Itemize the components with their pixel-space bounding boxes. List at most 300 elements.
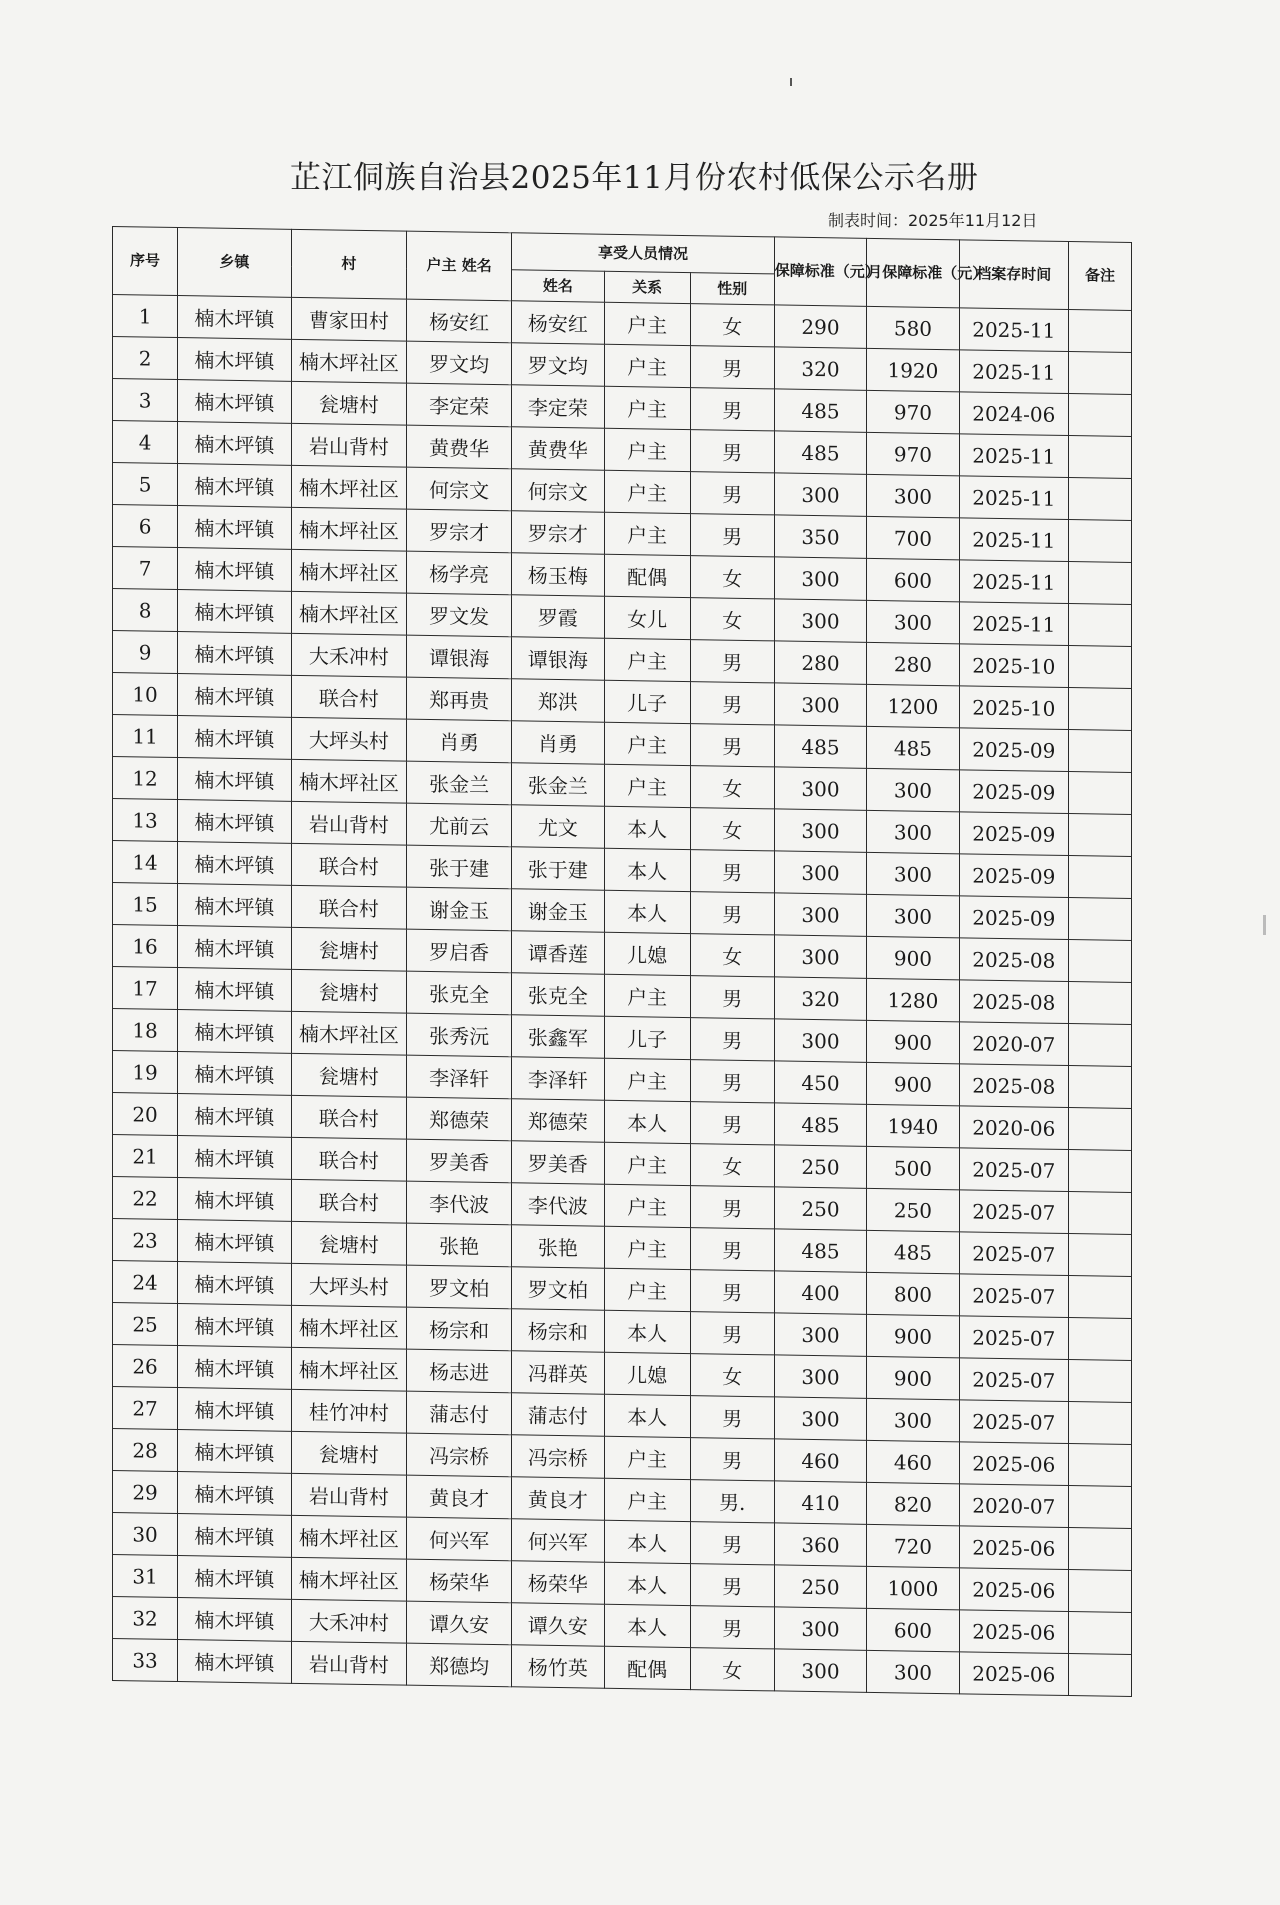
cell-seq: 16 xyxy=(113,925,178,968)
cell-standard: 400 xyxy=(774,1271,866,1314)
cell-household-head: 何兴军 xyxy=(407,1517,512,1561)
cell-gender: 男 xyxy=(690,1564,774,1607)
cell-name: 冯群英 xyxy=(512,1351,604,1394)
cell-relation: 户主 xyxy=(604,764,690,807)
cell-town: 楠木坪镇 xyxy=(178,422,291,466)
cell-gender: 男 xyxy=(690,514,774,557)
cell-village: 联合村 xyxy=(291,1137,407,1181)
cell-gender: 男 xyxy=(690,346,774,389)
cell-remark xyxy=(1068,898,1131,941)
cell-standard: 250 xyxy=(774,1187,866,1230)
cell-village: 联合村 xyxy=(291,843,407,887)
cell-gender: 男 xyxy=(690,892,774,935)
cell-seq: 1 xyxy=(113,295,178,338)
cell-town: 楠木坪镇 xyxy=(178,674,291,718)
cell-remark xyxy=(1068,1234,1131,1277)
cell-household-head: 杨安红 xyxy=(407,299,512,343)
cell-village: 楠木坪社区 xyxy=(291,465,407,509)
cell-gender: 男 xyxy=(690,682,774,725)
cell-village: 楠木坪社区 xyxy=(291,1011,407,1055)
cell-gender: 女 xyxy=(690,1354,774,1397)
cell-village: 瓮塘村 xyxy=(291,1221,407,1265)
cell-household-head: 罗文柏 xyxy=(407,1265,512,1309)
cell-town: 楠木坪镇 xyxy=(178,1472,291,1516)
cell-remark xyxy=(1068,1654,1131,1697)
cell-household-head: 何宗文 xyxy=(407,467,512,511)
cell-standard: 320 xyxy=(774,977,866,1020)
cell-gender: 男 xyxy=(690,1186,774,1229)
cell-seq: 19 xyxy=(113,1051,178,1094)
cell-household-head: 谭银海 xyxy=(407,635,512,679)
cell-standard: 485 xyxy=(774,431,866,474)
cell-household-head: 罗启香 xyxy=(407,929,512,973)
cell-household-head: 张于建 xyxy=(407,845,512,889)
cell-name: 张克全 xyxy=(512,973,604,1016)
cell-monthly: 970 xyxy=(867,432,959,475)
cell-seq: 8 xyxy=(113,589,178,632)
cell-town: 楠木坪镇 xyxy=(178,716,291,760)
cell-remark xyxy=(1068,1024,1131,1067)
cell-gender: 男 xyxy=(690,976,774,1019)
table-body xyxy=(113,295,1132,1697)
cell-remark xyxy=(1068,310,1131,353)
cell-household-head: 谭久安 xyxy=(407,1601,512,1645)
cell-archive-time: 2020-07 xyxy=(959,1484,1068,1528)
header-monthly: 月保障标准（元） xyxy=(867,238,959,307)
cell-village: 岩山背村 xyxy=(291,1641,407,1685)
cell-seq: 2 xyxy=(113,337,178,380)
cell-relation: 本人 xyxy=(604,1520,690,1563)
cell-town: 楠木坪镇 xyxy=(178,758,291,802)
cell-remark xyxy=(1068,940,1131,983)
cell-village: 大坪头村 xyxy=(291,1263,407,1307)
cell-standard: 300 xyxy=(774,1649,866,1692)
cell-archive-time: 2025-09 xyxy=(959,728,1068,772)
cell-monthly: 300 xyxy=(867,600,959,643)
cell-remark xyxy=(1068,982,1131,1025)
cell-gender: 男 xyxy=(690,472,774,515)
cell-town: 楠木坪镇 xyxy=(178,548,291,592)
header-village: 村 xyxy=(291,229,407,299)
cell-household-head: 郑德荣 xyxy=(407,1097,512,1141)
cell-relation: 儿媳 xyxy=(604,1352,690,1395)
cell-archive-time: 2025-10 xyxy=(959,686,1068,730)
cell-standard: 300 xyxy=(774,557,866,600)
cell-monthly: 580 xyxy=(867,306,959,349)
cell-gender: 男 xyxy=(690,850,774,893)
cell-relation: 户主 xyxy=(604,722,690,765)
cell-archive-time: 2025-11 xyxy=(959,350,1068,394)
cell-name: 罗美香 xyxy=(512,1141,604,1184)
cell-seq: 18 xyxy=(113,1009,178,1052)
cell-town: 楠木坪镇 xyxy=(178,842,291,886)
cell-remark xyxy=(1068,604,1131,647)
cell-name: 黄费华 xyxy=(512,427,604,470)
cell-town: 楠木坪镇 xyxy=(178,1388,291,1432)
cell-standard: 485 xyxy=(774,1229,866,1272)
cell-archive-time: 2025-10 xyxy=(959,644,1068,688)
cell-archive-time: 2025-06 xyxy=(959,1568,1068,1612)
cell-remark xyxy=(1068,688,1131,731)
cell-gender: 男 xyxy=(690,430,774,473)
cell-relation: 户主 xyxy=(604,302,690,345)
cell-seq: 14 xyxy=(113,841,178,884)
cell-monthly: 900 xyxy=(867,1314,959,1357)
cell-relation: 配偶 xyxy=(604,1646,690,1689)
cell-monthly: 460 xyxy=(867,1440,959,1483)
cell-seq: 23 xyxy=(113,1219,178,1262)
cell-monthly: 600 xyxy=(867,558,959,601)
cell-town: 楠木坪镇 xyxy=(178,1010,291,1054)
cell-relation: 户主 xyxy=(604,428,690,471)
cell-name: 张鑫军 xyxy=(512,1015,604,1058)
cell-village: 曹家田村 xyxy=(291,297,407,341)
cell-village: 大坪头村 xyxy=(291,717,407,761)
cell-gender: 女 xyxy=(690,1144,774,1187)
cell-name: 杨安红 xyxy=(512,301,604,344)
cell-household-head: 黄良才 xyxy=(407,1475,512,1519)
cell-relation: 本人 xyxy=(604,890,690,933)
cell-household-head: 杨宗和 xyxy=(407,1307,512,1351)
cell-remark xyxy=(1068,730,1131,773)
cell-archive-time: 2025-08 xyxy=(959,980,1068,1024)
cell-monthly: 1940 xyxy=(867,1104,959,1147)
cell-gender: 男 xyxy=(690,1438,774,1481)
cell-seq: 15 xyxy=(113,883,178,926)
cell-town: 楠木坪镇 xyxy=(178,464,291,508)
cell-standard: 300 xyxy=(774,1607,866,1650)
header-standard: 保障标准（元） xyxy=(774,237,866,306)
cell-standard: 290 xyxy=(774,305,866,348)
cell-village: 联合村 xyxy=(291,1179,407,1223)
cell-standard: 410 xyxy=(774,1481,866,1524)
cell-standard: 450 xyxy=(774,1061,866,1104)
cell-remark xyxy=(1068,562,1131,605)
cell-village: 瓮塘村 xyxy=(291,1053,407,1097)
cell-name: 罗宗才 xyxy=(512,511,604,554)
cell-relation: 户主 xyxy=(604,344,690,387)
cell-gender: 女 xyxy=(690,766,774,809)
cell-archive-time: 2025-09 xyxy=(959,770,1068,814)
cell-archive-time: 2025-06 xyxy=(959,1610,1068,1654)
cell-household-head: 李泽轩 xyxy=(407,1055,512,1099)
cell-village: 联合村 xyxy=(291,1095,407,1139)
cell-gender: 男 xyxy=(690,1102,774,1145)
cell-name: 谢金玉 xyxy=(512,889,604,932)
cell-standard: 300 xyxy=(774,473,866,516)
cell-archive-time: 2020-07 xyxy=(959,1022,1068,1066)
cell-remark xyxy=(1068,1192,1131,1235)
cell-town: 楠木坪镇 xyxy=(178,1136,291,1180)
cell-relation: 配偶 xyxy=(604,554,690,597)
cell-household-head: 尤前云 xyxy=(407,803,512,847)
cell-monthly: 300 xyxy=(867,1398,959,1441)
cell-seq: 22 xyxy=(113,1177,178,1220)
cell-name: 冯宗桥 xyxy=(512,1435,604,1478)
cell-standard: 300 xyxy=(774,599,866,642)
cell-name: 郑洪 xyxy=(512,679,604,722)
cell-relation: 户主 xyxy=(604,1226,690,1269)
cell-gender: 女 xyxy=(690,1648,774,1691)
cell-gender: 男. xyxy=(690,1480,774,1523)
page-title: 芷江侗族自治县2025年11月份农村低保公示名册 xyxy=(290,160,979,196)
cell-remark xyxy=(1068,1360,1131,1403)
cell-village: 岩山背村 xyxy=(291,1473,407,1517)
cell-town: 楠木坪镇 xyxy=(178,1262,291,1306)
cell-monthly: 485 xyxy=(867,1230,959,1273)
cell-household-head: 谢金玉 xyxy=(407,887,512,931)
cell-archive-time: 2025-07 xyxy=(959,1232,1068,1276)
cell-name: 罗霞 xyxy=(512,595,604,638)
cell-archive-time: 2025-07 xyxy=(959,1400,1068,1444)
cell-archive-time: 2025-08 xyxy=(959,938,1068,982)
cell-remark xyxy=(1068,814,1131,857)
cell-relation: 户主 xyxy=(604,386,690,429)
cell-monthly: 800 xyxy=(867,1272,959,1315)
cell-gender: 男 xyxy=(690,1060,774,1103)
cell-gender: 男 xyxy=(690,1018,774,1061)
cell-household-head: 张克全 xyxy=(407,971,512,1015)
cell-monthly: 900 xyxy=(867,936,959,979)
cell-archive-time: 2025-09 xyxy=(959,854,1068,898)
cell-standard: 250 xyxy=(774,1565,866,1608)
cell-village: 瓮塘村 xyxy=(291,927,407,971)
cell-village: 大禾冲村 xyxy=(291,633,407,677)
cell-standard: 300 xyxy=(774,767,866,810)
cell-town: 楠木坪镇 xyxy=(178,800,291,844)
cell-seq: 26 xyxy=(113,1345,178,1388)
cell-relation: 女儿 xyxy=(604,596,690,639)
cell-monthly: 820 xyxy=(867,1482,959,1525)
cell-town: 楠木坪镇 xyxy=(178,1220,291,1264)
cell-seq: 30 xyxy=(113,1513,178,1556)
cell-archive-time: 2025-06 xyxy=(959,1652,1068,1696)
cell-standard: 250 xyxy=(774,1145,866,1188)
cell-seq: 7 xyxy=(113,547,178,590)
cell-remark xyxy=(1068,520,1131,563)
cell-remark xyxy=(1068,352,1131,395)
cell-monthly: 250 xyxy=(867,1188,959,1231)
cell-standard: 320 xyxy=(774,347,866,390)
cell-town: 楠木坪镇 xyxy=(178,1598,291,1642)
header-remark: 备注 xyxy=(1068,242,1131,311)
cell-village: 楠木坪社区 xyxy=(291,591,407,635)
cell-relation: 户主 xyxy=(604,1268,690,1311)
cell-monthly: 600 xyxy=(867,1608,959,1651)
cell-archive-time: 2025-06 xyxy=(959,1526,1068,1570)
cell-standard: 350 xyxy=(774,515,866,558)
cell-town: 楠木坪镇 xyxy=(178,1052,291,1096)
cell-name: 谭香莲 xyxy=(512,931,604,974)
cell-name: 谭银海 xyxy=(512,637,604,680)
cell-name: 蒲志付 xyxy=(512,1393,604,1436)
cell-standard: 460 xyxy=(774,1439,866,1482)
cell-relation: 户主 xyxy=(604,1142,690,1185)
cell-standard: 300 xyxy=(774,935,866,978)
cell-name: 李定荣 xyxy=(512,385,604,428)
cell-archive-time: 2025-07 xyxy=(959,1358,1068,1402)
cell-name: 黄良才 xyxy=(512,1477,604,1520)
cell-seq: 5 xyxy=(113,463,178,506)
cell-gender: 男 xyxy=(690,1606,774,1649)
cell-monthly: 900 xyxy=(867,1356,959,1399)
cell-town: 楠木坪镇 xyxy=(178,1304,291,1348)
cell-seq: 33 xyxy=(113,1639,178,1682)
cell-seq: 28 xyxy=(113,1429,178,1472)
cell-monthly: 300 xyxy=(867,474,959,517)
cell-relation: 户主 xyxy=(604,1478,690,1521)
cell-gender: 女 xyxy=(690,934,774,977)
cell-archive-time: 2025-11 xyxy=(959,560,1068,604)
made-date: 制表时间：2025年11月12日 xyxy=(828,211,1038,230)
cell-name: 谭久安 xyxy=(512,1603,604,1646)
cell-name: 何宗文 xyxy=(512,469,604,512)
cell-standard: 485 xyxy=(774,725,866,768)
cell-seq: 24 xyxy=(113,1261,178,1304)
cell-monthly: 280 xyxy=(867,642,959,685)
cell-relation: 本人 xyxy=(604,806,690,849)
cell-town: 楠木坪镇 xyxy=(178,1430,291,1474)
cell-village: 楠木坪社区 xyxy=(291,1347,407,1391)
cell-town: 楠木坪镇 xyxy=(178,296,291,340)
scan-mark xyxy=(1263,915,1266,935)
cell-standard: 300 xyxy=(774,683,866,726)
cell-household-head: 肖勇 xyxy=(407,719,512,763)
cell-archive-time: 2025-07 xyxy=(959,1190,1068,1234)
cell-name: 杨荣华 xyxy=(512,1561,604,1604)
cell-village: 楠木坪社区 xyxy=(291,507,407,551)
cell-household-head: 张秀沅 xyxy=(407,1013,512,1057)
cell-village: 岩山背村 xyxy=(291,801,407,845)
cell-relation: 本人 xyxy=(604,1604,690,1647)
cell-archive-time: 2025-09 xyxy=(959,812,1068,856)
cell-town: 楠木坪镇 xyxy=(178,926,291,970)
cell-standard: 300 xyxy=(774,1397,866,1440)
cell-seq: 27 xyxy=(113,1387,178,1430)
cell-household-head: 蒲志付 xyxy=(407,1391,512,1435)
cell-monthly: 1280 xyxy=(867,978,959,1021)
cell-remark xyxy=(1068,394,1131,437)
cell-village: 楠木坪社区 xyxy=(291,1515,407,1559)
cell-town: 楠木坪镇 xyxy=(178,1346,291,1390)
header-seq: 序号 xyxy=(113,227,178,296)
cell-seq: 11 xyxy=(113,715,178,758)
cell-gender: 女 xyxy=(690,304,774,347)
cell-remark xyxy=(1068,1276,1131,1319)
cell-gender: 男 xyxy=(690,724,774,767)
cell-monthly: 1000 xyxy=(867,1566,959,1609)
cell-seq: 17 xyxy=(113,967,178,1010)
cell-name: 张于建 xyxy=(512,847,604,890)
cell-name: 杨宗和 xyxy=(512,1309,604,1352)
cell-name: 罗文柏 xyxy=(512,1267,604,1310)
cell-monthly: 1200 xyxy=(867,684,959,727)
cell-relation: 本人 xyxy=(604,1100,690,1143)
cell-household-head: 杨学亮 xyxy=(407,551,512,595)
cell-seq: 29 xyxy=(113,1471,178,1514)
cell-gender: 女 xyxy=(690,598,774,641)
cell-monthly: 300 xyxy=(867,810,959,853)
cell-archive-time: 2025-09 xyxy=(959,896,1068,940)
cell-seq: 9 xyxy=(113,631,178,674)
roster-table xyxy=(112,226,1132,1697)
cell-village: 大禾冲村 xyxy=(291,1599,407,1643)
cell-name: 罗文均 xyxy=(512,343,604,386)
cell-standard: 360 xyxy=(774,1523,866,1566)
cell-relation: 户主 xyxy=(604,1058,690,1101)
cell-standard: 485 xyxy=(774,389,866,432)
header-name: 姓名 xyxy=(512,270,604,302)
cell-town: 楠木坪镇 xyxy=(178,506,291,550)
cell-archive-time: 2020-06 xyxy=(959,1106,1068,1150)
cell-standard: 485 xyxy=(774,1103,866,1146)
cell-name: 张金兰 xyxy=(512,763,604,806)
cell-gender: 男 xyxy=(690,1396,774,1439)
cell-household-head: 李代波 xyxy=(407,1181,512,1225)
cell-archive-time: 2025-11 xyxy=(959,602,1068,646)
cell-relation: 户主 xyxy=(604,638,690,681)
cell-village: 岩山背村 xyxy=(291,423,407,467)
cell-household-head: 张艳 xyxy=(407,1223,512,1267)
cell-remark xyxy=(1068,1444,1131,1487)
cell-seq: 6 xyxy=(113,505,178,548)
cell-standard: 300 xyxy=(774,1019,866,1062)
cell-seq: 20 xyxy=(113,1093,178,1136)
cell-village: 瓮塘村 xyxy=(291,969,407,1013)
cell-relation: 儿子 xyxy=(604,680,690,723)
cell-household-head: 冯宗桥 xyxy=(407,1433,512,1477)
cell-remark xyxy=(1068,646,1131,689)
cell-relation: 本人 xyxy=(604,1310,690,1353)
cell-remark xyxy=(1068,1570,1131,1613)
cell-seq: 13 xyxy=(113,799,178,842)
cell-standard: 300 xyxy=(774,1355,866,1398)
cell-town: 楠木坪镇 xyxy=(178,1640,291,1684)
cell-monthly: 1920 xyxy=(867,348,959,391)
cell-town: 楠木坪镇 xyxy=(178,338,291,382)
cell-remark xyxy=(1068,1318,1131,1361)
cell-monthly: 700 xyxy=(867,516,959,559)
cell-archive-time: 2025-08 xyxy=(959,1064,1068,1108)
cell-archive-time: 2025-07 xyxy=(959,1148,1068,1192)
cell-household-head: 郑德均 xyxy=(407,1643,512,1687)
cell-monthly: 900 xyxy=(867,1062,959,1105)
cell-remark xyxy=(1068,1066,1131,1109)
cell-seq: 3 xyxy=(113,379,178,422)
cell-monthly: 500 xyxy=(867,1146,959,1189)
cell-standard: 300 xyxy=(774,851,866,894)
cell-standard: 280 xyxy=(774,641,866,684)
cell-monthly: 485 xyxy=(867,726,959,769)
cell-village: 联合村 xyxy=(291,675,407,719)
cell-monthly: 300 xyxy=(867,852,959,895)
cell-relation: 本人 xyxy=(604,1394,690,1437)
cell-monthly: 300 xyxy=(867,768,959,811)
cell-village: 楠木坪社区 xyxy=(291,1557,407,1601)
cell-town: 楠木坪镇 xyxy=(178,1094,291,1138)
cell-relation: 户主 xyxy=(604,1436,690,1479)
cell-gender: 男 xyxy=(690,1270,774,1313)
cell-remark xyxy=(1068,1402,1131,1445)
cell-gender: 男 xyxy=(690,1522,774,1565)
cell-archive-time: 2025-11 xyxy=(959,518,1068,562)
cell-seq: 32 xyxy=(113,1597,178,1640)
cell-monthly: 970 xyxy=(867,390,959,433)
cell-standard: 300 xyxy=(774,1313,866,1356)
cell-name: 李泽轩 xyxy=(512,1057,604,1100)
cell-seq: 21 xyxy=(113,1135,178,1178)
cell-remark xyxy=(1068,856,1131,899)
